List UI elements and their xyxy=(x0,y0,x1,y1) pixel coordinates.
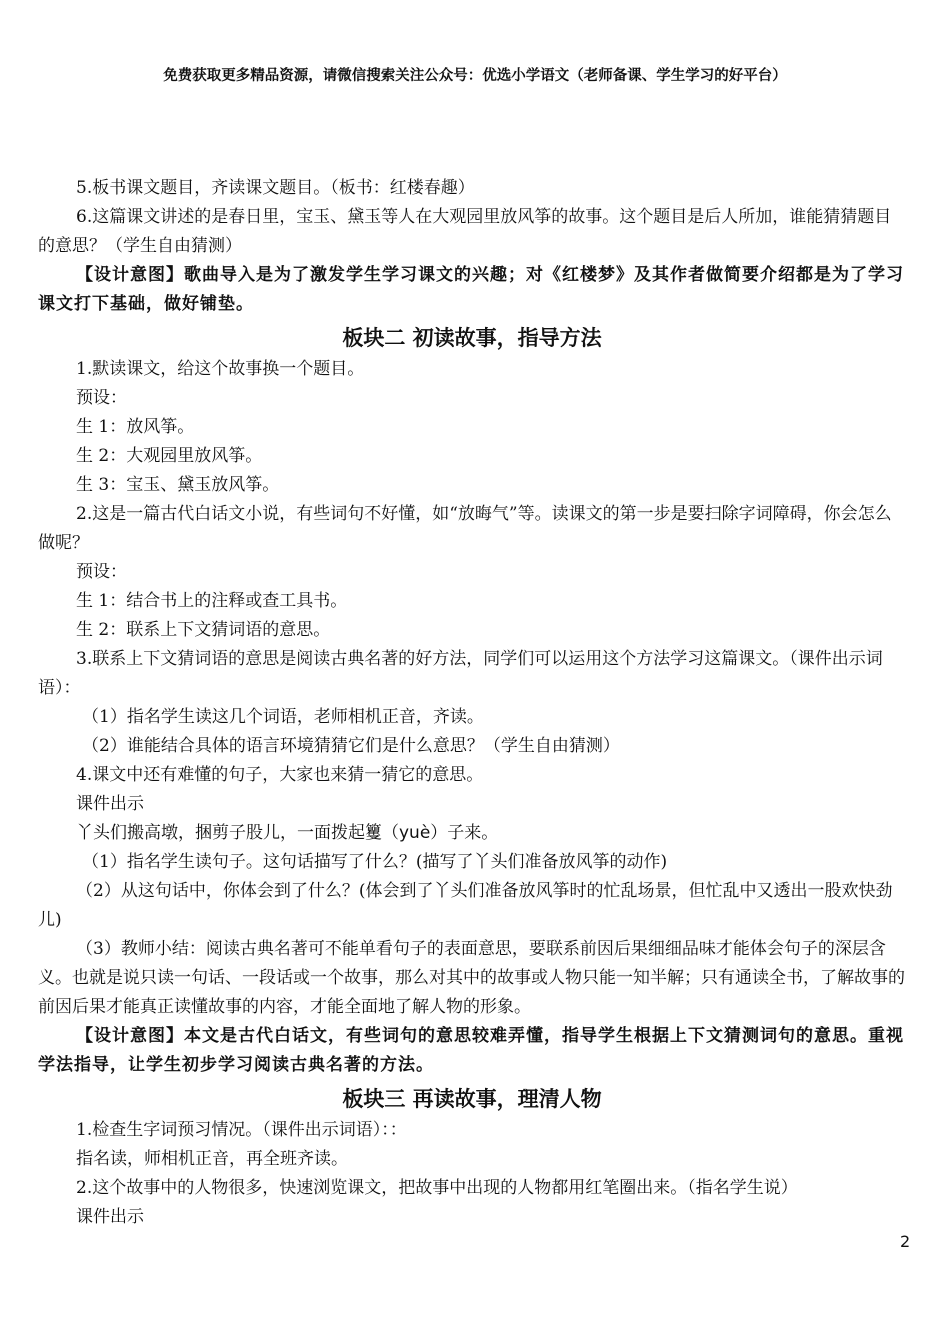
paragraph: 生 1：放风筝。 xyxy=(76,417,195,437)
paragraph: （2）谁能结合具体的语言环境猜猜它们是什么意思？（学生自由猜测） xyxy=(82,736,620,756)
paragraph: 课件出示 xyxy=(76,794,144,814)
paragraph: 预设： xyxy=(76,562,127,582)
paragraph: （1）指名学生读这几个词语，老师相机正音，齐读。 xyxy=(82,707,484,727)
paragraph: （3）教师小结：阅读古典名著可不能单看句子的表面意思，要联系前因后果细细品味才能体会句子的深层含义。也就是说只读一句话、一段话或一个故事，那么对其中的故事或人物只能一知半解；只有通读全书，了解故事的前因后果才能真正读懂故事的内容，才能全面地了解人物的形象。 xyxy=(38,939,905,1017)
paragraph: 生 2：联系上下文猜词语的意思。 xyxy=(76,620,331,640)
paragraph: 指名读，师相机正音，再全班齐读。 xyxy=(76,1149,348,1169)
paragraph: （2）从这句话中，你体会到了什么？(体会到了丫头们准备放风筝时的忙乱场景，但忙乱中又透出一股欢快劲儿) xyxy=(38,881,893,930)
paragraph: 课件出示 xyxy=(76,1207,144,1227)
design-intent: 【设计意图】本文是古代白话文，有些词句的意思较难弄懂，指导学生根据上下文猜测词句的意思。重视学法指导，让学生初步学习阅读古典名著的方法。 xyxy=(38,1026,904,1075)
page-header: 免费获取更多精品资源，请微信搜索关注公众号：优选小学语文（老师备课、学生学习的好平台） xyxy=(163,68,787,84)
section-heading: 板块二 初读故事，指导方法 xyxy=(342,326,602,350)
paragraph: 生 1：结合书上的注释或查工具书。 xyxy=(76,591,348,611)
paragraph: 3.联系上下文猜词语的意思是阅读古典名著的好方法，同学们可以运用这个方法学习这篇课文。（课件出示词语）： xyxy=(38,649,883,698)
paragraph: 2.这个故事中的人物很多，快速浏览课文，把故事中出现的人物都用红笔圈出来。（指名学生说） xyxy=(76,1178,798,1198)
paragraph: 生 2：大观园里放风筝。 xyxy=(76,446,263,466)
paragraph: 预设： xyxy=(76,388,127,408)
section-heading: 板块三 再读故事，理清人物 xyxy=(342,1087,602,1111)
document-body xyxy=(38,174,906,1232)
paragraph: （1）指名学生读句子。这句话描写了什么？(描写了丫头们准备放风筝的动作) xyxy=(82,852,668,872)
page-number: 2 xyxy=(900,1232,911,1251)
design-intent: 【设计意图】歌曲导入是为了激发学生学习课文的兴趣；对《红楼梦》及其作者做简要介绍都是为了学习课文打下基础，做好铺垫。 xyxy=(38,265,904,314)
paragraph: 生 3：宝玉、黛玉放风筝。 xyxy=(76,475,280,495)
paragraph: 2.这是一篇古代白话文小说，有些词句不好懂，如“放晦气”等。读课文的第一步是要扫除字词障碍，你会怎么做呢？ xyxy=(38,504,892,553)
paragraph: 1.检查生字词预习情况。（课件出示词语）：： xyxy=(76,1120,407,1140)
paragraph: 5.板书课文题目，齐读课文题目。（板书：红楼春趣） xyxy=(76,178,475,198)
quoted-sentence: 丫头们搬高墩，捆剪子股儿，一面拨起籰（yuè）子来。 xyxy=(76,823,499,843)
paragraph: 1.默读课文，给这个故事换一个题目。 xyxy=(76,359,365,379)
paragraph: 4.课文中还有难懂的句子，大家也来猜一猜它的意思。 xyxy=(76,765,484,785)
paragraph: 6.这篇课文讲述的是春日里，宝玉、黛玉等人在大观园里放风筝的故事。这个题目是后人所加，谁能猜猜题目的意思？（学生自由猜测） xyxy=(38,207,892,256)
